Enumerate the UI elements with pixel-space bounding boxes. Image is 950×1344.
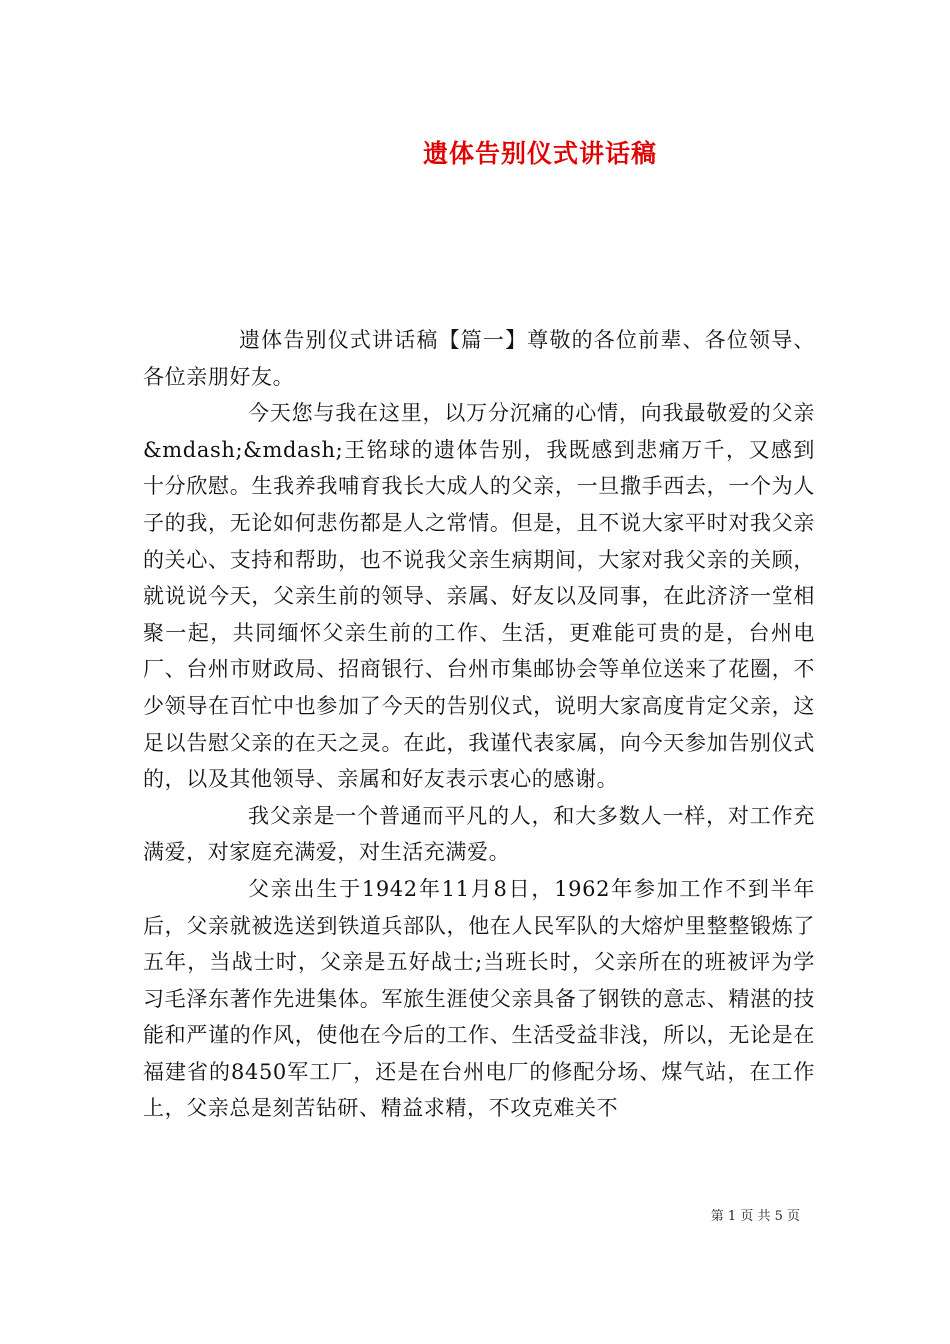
page-number-footer: 第 1 页 共 5 页 (710, 1209, 800, 1224)
paragraph-2: 今天您与我在这里，以万分沉痛的心情，向我最敬爱的父亲&mdash;&mdash;王铭球的遗体告别，我既感到悲痛万千，又感到十分欣慰。生我养我哺育我长大成人的父亲，一旦撒手西去，一个为人子的我，无论如何悲伤都是人之常情。但是，且不说大家平时对我父亲的关心、支持和帮助，也不说我父亲生病期间，大家对我父亲的关顾，就说说今天，父亲生前的领导、亲属、好友以及同事，在此济济一堂相聚一起，共同缅怀父亲生前的工作、生活，更难能可贵的是，台州电厂、台州市财政局、招商银行、台州市集邮协会等单位送来了花圈，不少领导在百忙中也参加了今天的告别仪式，说明大家高度肯定父亲，这足以告慰父亲的在天之灵。在此，我谨代表家属，向今天参加告别仪式的，以及其他领导、亲属和好友表示衷心的感谢。 (143, 401, 815, 792)
paragraph-3: 我父亲是一个普通而平凡的人，和大多数人一样，对工作充满爱，对家庭充满爱，对生活充满爱。 (143, 803, 815, 865)
document-body (143, 322, 815, 1127)
paragraph-4: 父亲出生于1942年11月8日，1962年参加工作不到半年后，父亲就被选送到铁道兵部队，他在人民军队的大熔炉里整整锻炼了五年，当战士时，父亲是五好战士;当班长时，父亲所在的班被评为学习毛泽东著作先进集体。军旅生涯使父亲具备了钢铁的意志、精湛的技能和严谨的作风，使他在今后的工作、生活受益非浅，所以，无论是在福建省的8450军工厂，还是在台州电厂的修配分场、煤气站，在工作上，父亲总是刻苦钻研、精益求精，不攻克难关不 (143, 876, 815, 1121)
document-title: 遗体告别仪式讲话稿 (422, 139, 657, 168)
paragraph-1: 遗体告别仪式讲话稿【篇一】尊敬的各位前辈、各位领导、各位亲朋好友。 (143, 328, 815, 389)
